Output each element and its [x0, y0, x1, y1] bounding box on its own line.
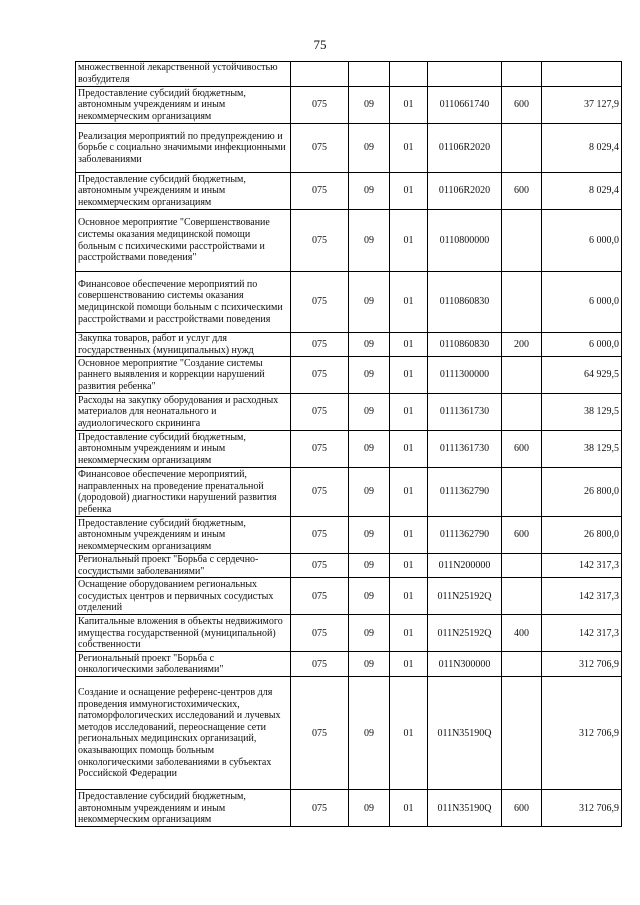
vr-cell: 200 [502, 333, 542, 357]
pr-cell: 01 [390, 554, 428, 578]
vr-cell [502, 210, 542, 272]
rz-cell: 09 [349, 554, 390, 578]
pr-cell: 01 [390, 468, 428, 517]
csr-cell: 0110800000 [428, 210, 502, 272]
ved-cell: 075 [291, 272, 349, 333]
budget-table-body [76, 62, 622, 827]
table-row [76, 517, 622, 554]
csr-cell: 0110661740 [428, 87, 502, 124]
csr-cell: 01106R2020 [428, 173, 502, 210]
vr-cell [502, 677, 542, 790]
rz-cell: 09 [349, 394, 390, 431]
pr-cell: 01 [390, 87, 428, 124]
vr-cell [502, 652, 542, 677]
table-row [76, 173, 622, 210]
csr-cell: 0111361730 [428, 431, 502, 468]
rz-cell: 09 [349, 333, 390, 357]
table-row [76, 272, 622, 333]
rz-cell: 09 [349, 652, 390, 677]
csr-cell: 0111361730 [428, 394, 502, 431]
pr-cell: 01 [390, 431, 428, 468]
sum-cell: 142 317,3 [542, 554, 622, 578]
pr-cell: 01 [390, 394, 428, 431]
budget-table [75, 61, 622, 827]
rz-cell: 09 [349, 210, 390, 272]
csr-cell: 0110860830 [428, 272, 502, 333]
sum-cell: 38 129,5 [542, 431, 622, 468]
pr-cell: 01 [390, 210, 428, 272]
sum-cell: 6 000,0 [542, 333, 622, 357]
vr-cell: 400 [502, 615, 542, 652]
rz-cell: 09 [349, 87, 390, 124]
table-row [76, 468, 622, 517]
row-name-cell: Предоставление субсидий бюджетным, автономным учреждениям и иным некоммерческим организациям [76, 517, 291, 554]
ved-cell: 075 [291, 554, 349, 578]
row-name-cell: Капитальные вложения в объекты недвижимого имущества государственной (муниципальной) собственности [76, 615, 291, 652]
pr-cell: 01 [390, 517, 428, 554]
ved-cell: 075 [291, 394, 349, 431]
row-name-cell: Реализация мероприятий по предупреждению и борьбе с социально значимыми инфекционными заболеваниями [76, 124, 291, 173]
sum-cell: 142 317,3 [542, 615, 622, 652]
sum-cell: 6 000,0 [542, 272, 622, 333]
rz-cell: 09 [349, 124, 390, 173]
vr-cell [502, 357, 542, 394]
rz-cell [349, 62, 390, 87]
row-name-cell: Закупка товаров, работ и услуг для государственных (муниципальных) нужд [76, 333, 291, 357]
ved-cell: 075 [291, 790, 349, 827]
ved-cell: 075 [291, 578, 349, 615]
sum-cell: 312 706,9 [542, 677, 622, 790]
sum-cell: 64 929,5 [542, 357, 622, 394]
table-row [76, 357, 622, 394]
sum-cell: 8 029,4 [542, 124, 622, 173]
csr-cell [428, 62, 502, 87]
ved-cell: 075 [291, 87, 349, 124]
pr-cell: 01 [390, 615, 428, 652]
csr-cell: 011N300000 [428, 652, 502, 677]
csr-cell: 0111362790 [428, 468, 502, 517]
table-row [76, 394, 622, 431]
ved-cell: 075 [291, 468, 349, 517]
pr-cell: 01 [390, 357, 428, 394]
rz-cell: 09 [349, 468, 390, 517]
pr-cell: 01 [390, 124, 428, 173]
csr-cell: 0110860830 [428, 333, 502, 357]
pr-cell: 01 [390, 790, 428, 827]
row-name-cell: Финансовое обеспечение мероприятий, направленных на проведение пренатальной (дородовой) диагностики нарушений развития ребенка [76, 468, 291, 517]
ved-cell: 075 [291, 431, 349, 468]
csr-cell: 0111300000 [428, 357, 502, 394]
sum-cell: 37 127,9 [542, 87, 622, 124]
pr-cell [390, 62, 428, 87]
table-row [76, 87, 622, 124]
vr-cell: 600 [502, 517, 542, 554]
vr-cell [502, 272, 542, 333]
rz-cell: 09 [349, 517, 390, 554]
sum-cell: 312 706,9 [542, 790, 622, 827]
ved-cell: 075 [291, 210, 349, 272]
ved-cell [291, 62, 349, 87]
sum-cell: 142 317,3 [542, 578, 622, 615]
sum-cell: 312 706,9 [542, 652, 622, 677]
ved-cell: 075 [291, 357, 349, 394]
pr-cell: 01 [390, 677, 428, 790]
rz-cell: 09 [349, 272, 390, 333]
vr-cell [502, 578, 542, 615]
row-name-cell: Региональный проект "Борьба с сердечно-сосудистыми заболеваниями" [76, 554, 291, 578]
row-name-cell: Предоставление субсидий бюджетным, автономным учреждениям и иным некоммерческим организациям [76, 790, 291, 827]
vr-cell [502, 468, 542, 517]
sum-cell [542, 62, 622, 87]
row-name-cell: Оснащение оборудованием региональных сосудистых центров и первичных сосудистых отделений [76, 578, 291, 615]
pr-cell: 01 [390, 173, 428, 210]
row-name-cell: множественной лекарственной устойчивостью возбудителя [76, 62, 291, 87]
csr-cell: 0111362790 [428, 517, 502, 554]
vr-cell: 600 [502, 790, 542, 827]
rz-cell: 09 [349, 431, 390, 468]
rz-cell: 09 [349, 677, 390, 790]
ved-cell: 075 [291, 124, 349, 173]
pr-cell: 01 [390, 272, 428, 333]
sum-cell: 8 029,4 [542, 173, 622, 210]
ved-cell: 075 [291, 615, 349, 652]
csr-cell: 011N25192Q [428, 578, 502, 615]
csr-cell: 011N35190Q [428, 790, 502, 827]
row-name-cell: Предоставление субсидий бюджетным, автономным учреждениям и иным некоммерческим организациям [76, 173, 291, 210]
vr-cell [502, 62, 542, 87]
ved-cell: 075 [291, 517, 349, 554]
row-name-cell: Предоставление субсидий бюджетным, автономным учреждениям и иным некоммерческим организациям [76, 431, 291, 468]
pr-cell: 01 [390, 652, 428, 677]
rz-cell: 09 [349, 173, 390, 210]
table-row [76, 62, 622, 87]
table-row [76, 578, 622, 615]
vr-cell: 600 [502, 173, 542, 210]
vr-cell [502, 124, 542, 173]
rz-cell: 09 [349, 615, 390, 652]
csr-cell: 011N25192Q [428, 615, 502, 652]
row-name-cell: Основное мероприятие "Создание системы раннего выявления и коррекции нарушений развития ребенка" [76, 357, 291, 394]
sum-cell: 38 129,5 [542, 394, 622, 431]
sum-cell: 26 800,0 [542, 517, 622, 554]
ved-cell: 075 [291, 333, 349, 357]
ved-cell: 075 [291, 677, 349, 790]
table-row [76, 615, 622, 652]
table-row [76, 124, 622, 173]
table-row [76, 333, 622, 357]
table-row [76, 652, 622, 677]
rz-cell: 09 [349, 357, 390, 394]
vr-cell: 600 [502, 87, 542, 124]
table-row [76, 790, 622, 827]
sum-cell: 6 000,0 [542, 210, 622, 272]
table-row [76, 431, 622, 468]
table-row [76, 210, 622, 272]
csr-cell: 011N35190Q [428, 677, 502, 790]
rz-cell: 09 [349, 578, 390, 615]
row-name-cell: Основное мероприятие "Совершенствование системы оказания медицинской помощи больным с психическими расстройствами и расстройствами поведения" [76, 210, 291, 272]
row-name-cell: Предоставление субсидий бюджетным, автономным учреждениям и иным некоммерческим организациям [76, 87, 291, 124]
row-name-cell: Региональный проект "Борьба с онкологическими заболеваниями" [76, 652, 291, 677]
pr-cell: 01 [390, 578, 428, 615]
table-row [76, 554, 622, 578]
table-row [76, 677, 622, 790]
ved-cell: 075 [291, 652, 349, 677]
page-number: 75 [313, 37, 327, 52]
row-name-cell: Финансовое обеспечение мероприятий по совершенствованию системы оказания медицинской помощи больным с психическими расстройствами и расстройствами поведения [76, 272, 291, 333]
pr-cell: 01 [390, 333, 428, 357]
vr-cell [502, 394, 542, 431]
row-name-cell: Расходы на закупку оборудования и расходных материалов для неонатального и аудиологического скрининга [76, 394, 291, 431]
vr-cell [502, 554, 542, 578]
vr-cell: 600 [502, 431, 542, 468]
row-name-cell: Создание и оснащение референс-центров для проведения иммуногистохимических, патоморфологических исследований и лучевых методов исследований, переоснащение сети региональных медицинских организаций, оказывающих помощь больным онкологическими заболеваниями в субъектах Российской Федерации [76, 677, 291, 790]
sum-cell: 26 800,0 [542, 468, 622, 517]
csr-cell: 01106R2020 [428, 124, 502, 173]
csr-cell: 011N200000 [428, 554, 502, 578]
rz-cell: 09 [349, 790, 390, 827]
ved-cell: 075 [291, 173, 349, 210]
